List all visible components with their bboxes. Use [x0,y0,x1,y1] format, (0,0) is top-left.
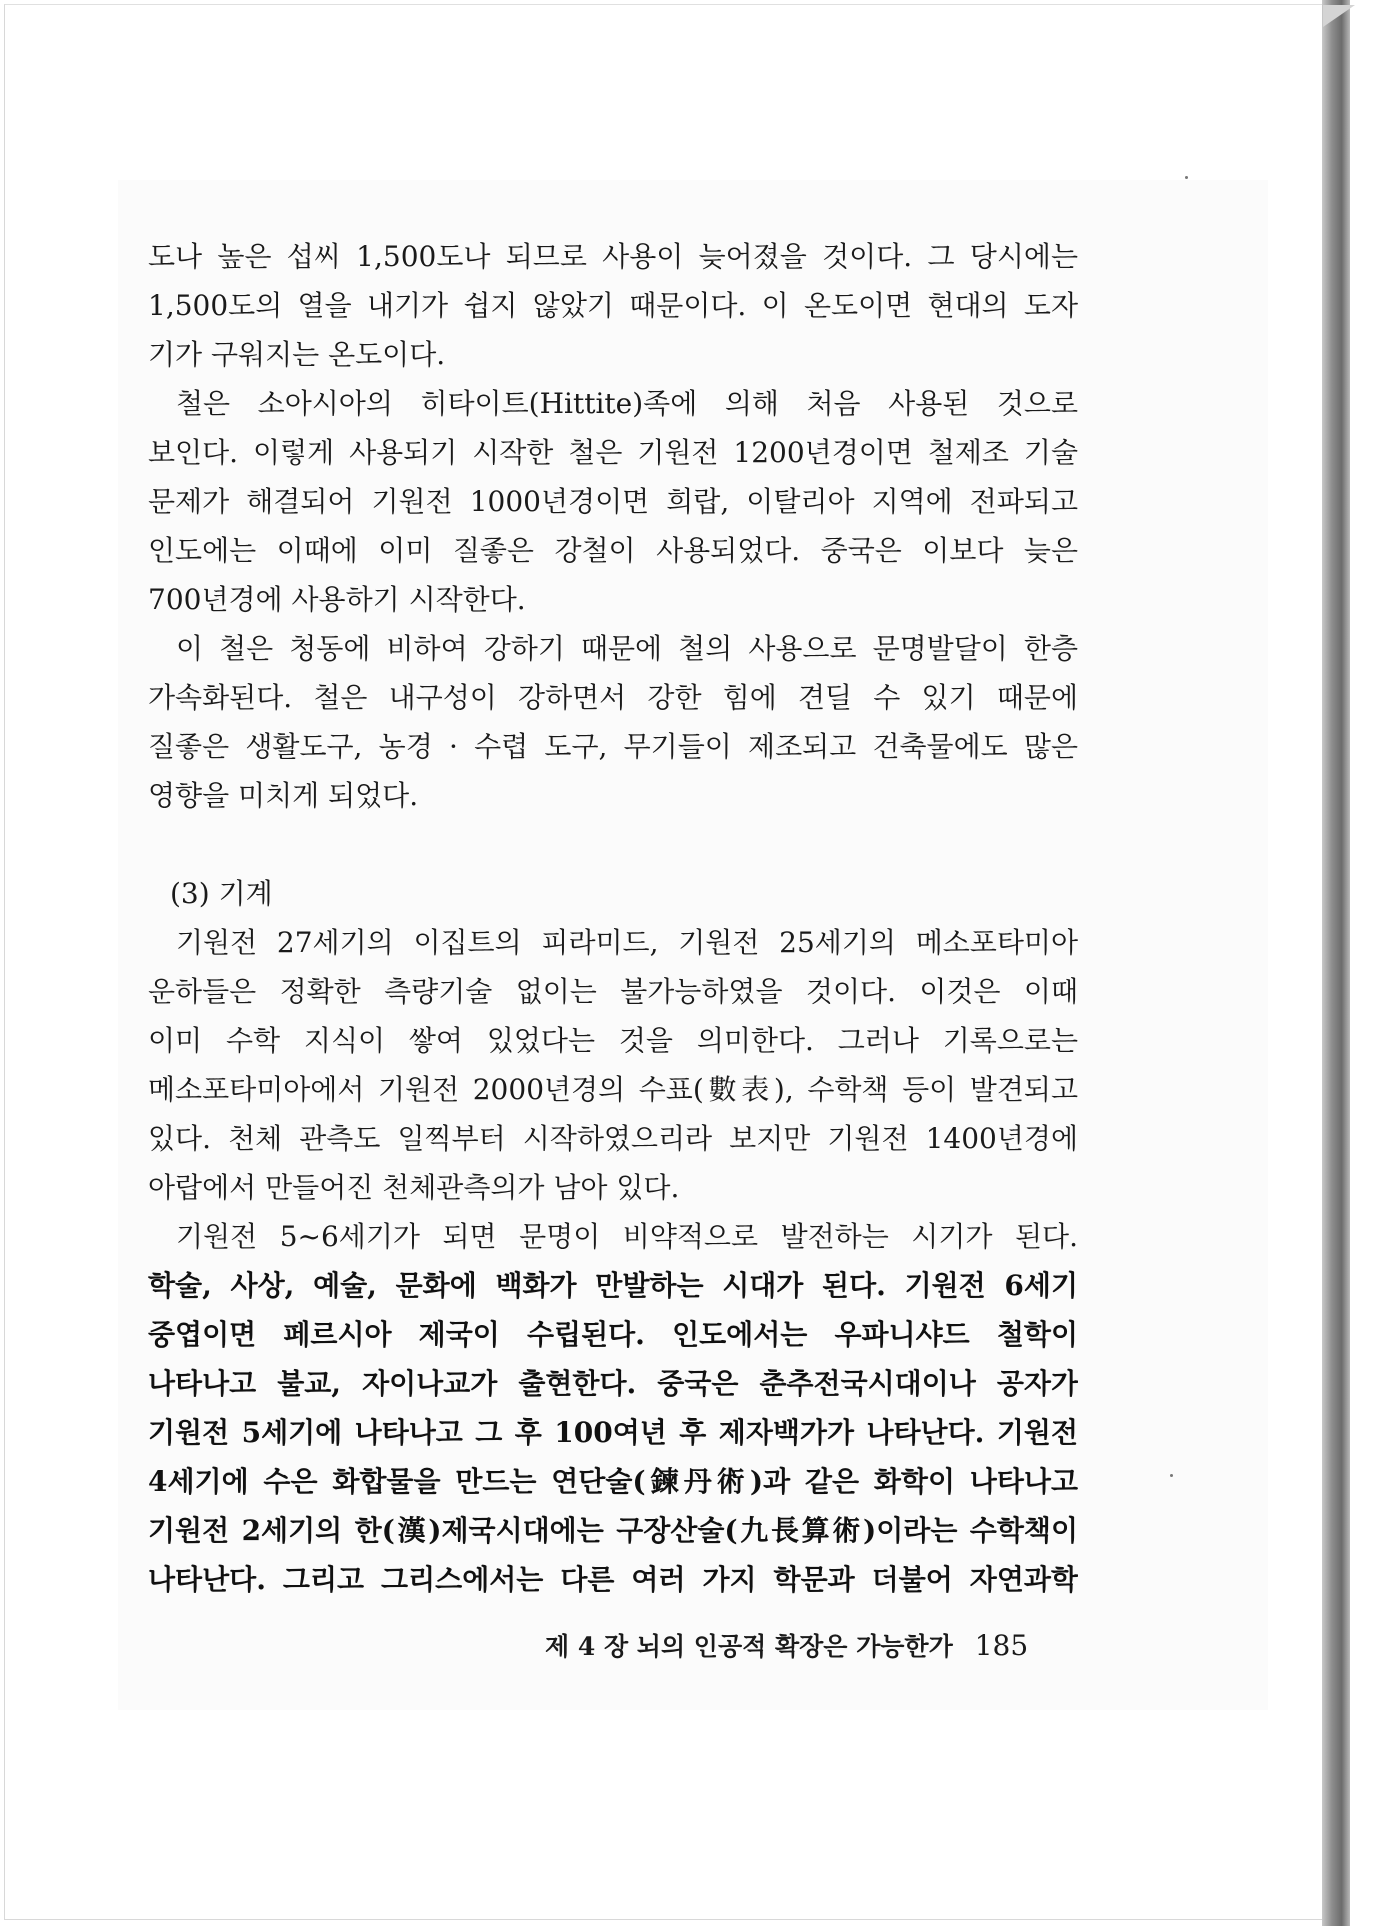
text-line: 이 철은 청동에 비하여 강하기 때문에 철의 사용으로 문명발달이 한층 [176,632,1078,665]
page-number: 185 [974,1629,1029,1662]
text-line: 700년경에 사용하기 시작한다. [148,583,526,616]
body-text [148,232,1078,1604]
scan-speck [1170,1474,1173,1477]
chapter-title: 제 4 장 뇌의 인공적 확장은 가능한가 [545,1632,953,1661]
text-line: 가속화된다. 철은 내구성이 강하면서 강한 힘에 견딜 수 있기 때문에 [148,681,1078,714]
text-line: 질좋은 생활도구, 농경 · 수렵 도구, 무기들이 제조되고 건축물에도 많은 [148,730,1078,763]
text-line: 아랍에서 만들어진 천체관측의가 남아 있다. [148,1171,680,1204]
text-line: 나타나고 불교, 자이나교가 출현한다. 중국은 춘추전국시대이나 공자가 [148,1367,1078,1400]
paragraph-gap [148,820,1078,869]
text-line: 1,500도의 열을 내기가 쉽지 않았기 때문이다. 이 온도이면 현대의 도자 [148,289,1078,322]
text-line: 중엽이면 페르시아 제국이 수립된다. 인도에서는 우파니샤드 철학이 [148,1318,1078,1351]
text-line: 보인다. 이렇게 사용되기 시작한 철은 기원전 1200년경이면 철제조 기술 [148,436,1078,469]
text-line: 기가 구워지는 온도이다. [148,338,446,371]
text-line: 문제가 해결되어 기원전 1000년경이면 희랍, 이탈리아 지역에 전파되고 [148,485,1078,518]
text-line: 4세기에 수은 화합물을 만드는 연단술(鍊丹術)과 같은 화학이 나타나고 [148,1465,1078,1498]
scan-speck [1185,176,1188,179]
text-line: 기원전 27세기의 이집트의 피라미드, 기원전 25세기의 메소포타미아 [176,926,1078,959]
text-line: 기원전 5~6세기가 되면 문명이 비약적으로 발전하는 시기가 된다. [176,1220,1078,1253]
page-corner-fold [1323,5,1355,27]
text-line: 기원전 5세기에 나타나고 그 후 100여년 후 제자백가가 나타난다. 기원전 [148,1416,1078,1449]
text-line: 기원전 2세기의 한(漢)제국시대에는 구장산술(九長算術)이라는 수학책이 [148,1514,1078,1547]
text-line: 나타난다. 그리고 그리스에서는 다른 여러 가지 학문과 더불어 자연과학 [148,1563,1078,1596]
section-heading: (3) 기계 [170,877,273,910]
text-line: 인도에는 이때에 이미 질좋은 강철이 사용되었다. 중국은 이보다 늦은 [148,534,1078,567]
page-edge-shadow [1322,0,1350,1926]
text-line: 메소포타미아에서 기원전 2000년경의 수표(數表), 수학책 등이 발견되고 [148,1073,1078,1106]
text-line: 있다. 천체 관측도 일찍부터 시작하였으리라 보지만 기원전 1400년경에 [148,1122,1078,1155]
text-line: 이미 수학 지식이 쌓여 있었다는 것을 의미한다. 그러나 기록으로는 [148,1024,1078,1057]
text-line: 도나 높은 섭씨 1,500도나 되므로 사용이 늦어졌을 것이다. 그 당시에는 [148,240,1078,273]
page-footer [545,1624,1045,1668]
text-line: 운하들은 정확한 측량기술 없이는 불가능하였을 것이다. 이것은 이때 [148,975,1078,1008]
text-line: 학술, 사상, 예술, 문화에 백화가 만발하는 시대가 된다. 기원전 6세기 [148,1269,1078,1302]
text-line: 영향을 미치게 되었다. [148,779,419,812]
text-line: 철은 소아시아의 히타이트(Hittite)족에 의해 처음 사용된 것으로 [176,387,1078,420]
